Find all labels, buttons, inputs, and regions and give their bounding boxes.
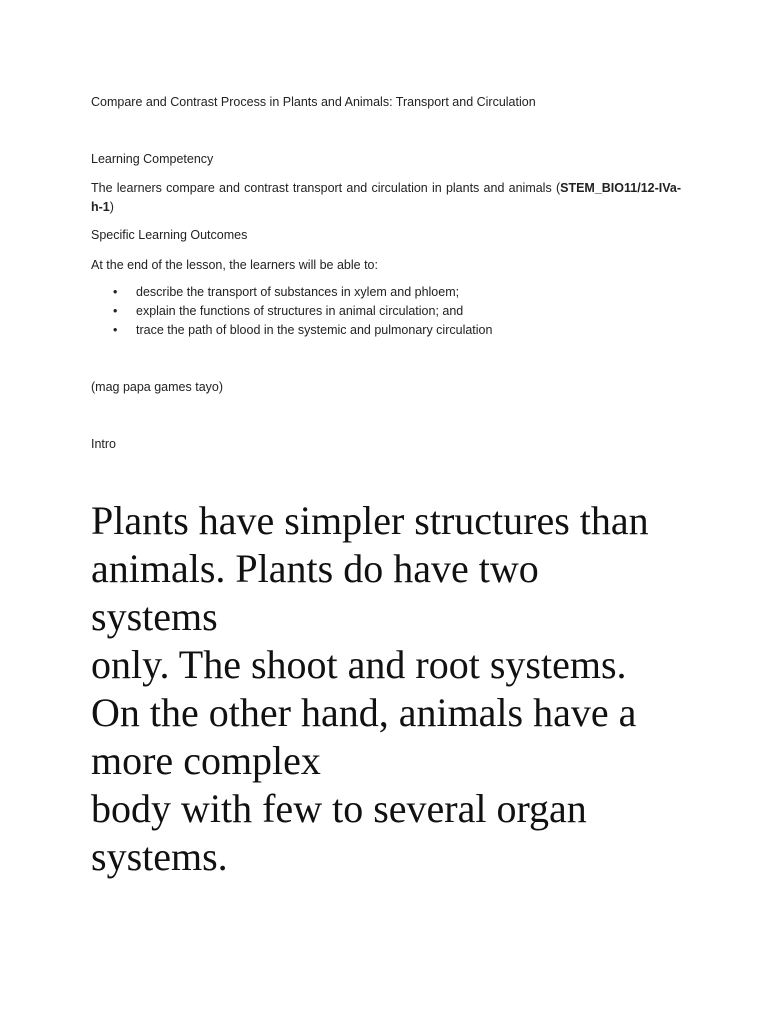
competency-code: STEM_BIO11/12-IVa-h-1 — [91, 181, 681, 214]
bullet-icon: • — [113, 323, 118, 337]
intro-line: On the other hand, animals have a — [91, 690, 637, 735]
intro-paragraph — [91, 497, 731, 881]
document-title: Compare and Contrast Process in Plants and Animals: Transport and Circulation — [91, 95, 536, 109]
list-item-text: describe the transport of substances in xylem and phloem; — [136, 285, 460, 299]
specific-outcomes-heading: Specific Learning Outcomes — [91, 228, 248, 242]
intro-line: body with few to several organ — [91, 786, 587, 831]
list-item-text: explain the functions of structures in animal circulation; and — [136, 304, 464, 318]
intro-line: more complex — [91, 738, 321, 783]
list-item-text: trace the path of blood in the systemic and pulmonary circulation — [136, 323, 493, 337]
intro-line: animals. Plants do have two — [91, 546, 539, 591]
specific-outcomes-intro: At the end of the lesson, the learners will be able to: — [91, 258, 378, 272]
learning-competency-heading: Learning Competency — [91, 152, 214, 166]
learning-competency-text-after: ) — [109, 200, 114, 214]
learning-competency-text-before: The learners compare and contrast transport and circulation in plants and animals ( — [91, 181, 561, 195]
intro-line: systems. — [91, 834, 228, 879]
list-item — [91, 321, 492, 340]
note-text: (mag papa games tayo) — [91, 380, 224, 394]
outcomes-list — [91, 283, 492, 340]
intro-heading: Intro — [91, 437, 117, 451]
intro-line: only. The shoot and root systems. — [91, 642, 627, 687]
intro-line: systems — [91, 594, 218, 639]
bullet-icon: • — [113, 285, 118, 299]
learning-competency-text — [91, 179, 681, 217]
bullet-icon: • — [113, 304, 118, 318]
intro-line: Plants have simpler structures than — [91, 498, 649, 543]
list-item — [91, 302, 492, 321]
list-item — [91, 283, 492, 302]
